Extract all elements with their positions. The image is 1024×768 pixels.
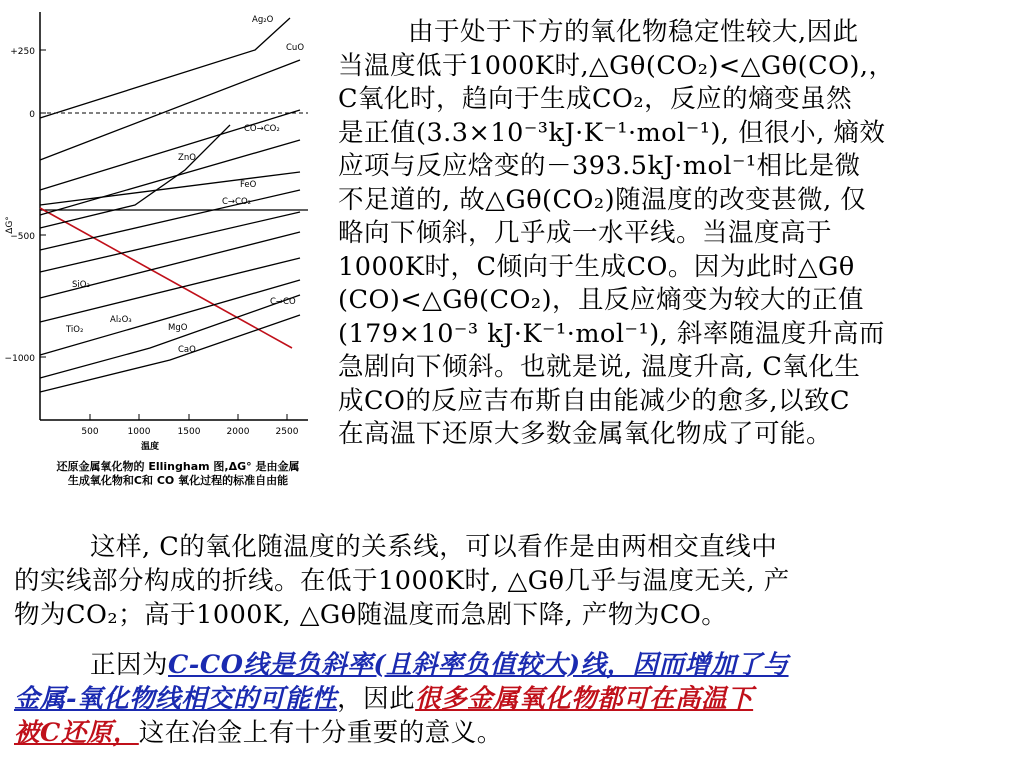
- cuo-line: [40, 60, 300, 160]
- text-line: (179×10⁻³ kJ·K⁻¹·mol⁻¹), 斜率随温度升高而: [338, 318, 885, 349]
- ag2o-line: [40, 18, 290, 118]
- text-line: 由于处于下方的氧化物稳定性较大,因此: [408, 17, 859, 47]
- text-line: 略向下倾斜，几乎成一水平线。当温度高于: [338, 218, 833, 248]
- text-line: C氧化时，趋向于生成CO₂，反应的熵变虽然: [338, 84, 853, 114]
- text-line: 不足道的, 故△Gθ(CO₂)随温度的改变甚微, 仅: [338, 184, 867, 215]
- text-line: 当温度低于1000K时,△Gθ(CO₂)<△Gθ(CO),，: [338, 50, 895, 81]
- line-label: CaO: [178, 345, 196, 355]
- x-tick-label: 2000: [226, 427, 250, 437]
- line-label: FeO: [240, 180, 257, 190]
- explanation-text: [338, 16, 1020, 452]
- text-line: 这样, C的氧化随温度的关系线，可以看作是由两相交直线中: [90, 532, 778, 562]
- al2o3-line: [40, 280, 300, 355]
- line-label: C→CO₂: [222, 197, 252, 207]
- line-label: C→CO: [270, 297, 296, 307]
- text-line: 应项与反应焓变的－393.5kJ·mol⁻¹相比是微: [338, 151, 861, 181]
- text-line: 在高温下还原大多数金属氧化物成了可能。: [338, 419, 833, 449]
- y-tick-label: −500: [10, 232, 35, 242]
- line-label: TiO₂: [66, 325, 84, 335]
- y-tick-label: 0: [29, 110, 35, 120]
- cr-oxide-line: [40, 190, 300, 250]
- text-line: 1000K时，C倾向于生成CO。因为此时△Gθ: [338, 251, 855, 282]
- para2-prefix: 正因为: [90, 650, 169, 680]
- x-tick-label: 1500: [177, 427, 201, 437]
- line-label: CuO: [286, 43, 305, 53]
- paragraph-1: [14, 530, 1020, 632]
- text-line: 的实线部分构成的折线。在低于1000K时, △Gθ几乎与温度无关, 产: [14, 566, 790, 596]
- x-tick-label: 2500: [275, 427, 299, 437]
- para2-suffix: 这在冶金上有十分重要的意义。: [138, 718, 503, 748]
- blue-highlight: C-CO线是负斜率(且斜率负值较大)线，因而增加了与: [168, 650, 789, 680]
- line-label: ZnO: [178, 153, 196, 163]
- chart-caption: [28, 460, 328, 488]
- text-line: (CO)<△Gθ(CO₂)，且反应熵变为较大的正值: [338, 285, 865, 315]
- text-line: 是正值(3.3×10⁻³kJ·K⁻¹·mol⁻¹), 但很小, 熵效: [338, 117, 886, 148]
- ellingham-diagram: [0, 0, 330, 500]
- mgo-line: [40, 295, 300, 378]
- line-label: MgO: [168, 323, 188, 333]
- line-label: CO→CO₂: [244, 124, 280, 134]
- text-line: 急剧向下倾斜。也就是说, 温度升高, C氧化生: [338, 352, 861, 382]
- caption-line: 生成氧化物和C和 CO 氧化过程的标准自由能: [67, 474, 289, 487]
- text-line: 成CO的反应吉布斯自由能减少的愈多,以致C: [338, 385, 851, 416]
- y-tick-label: +250: [10, 47, 35, 57]
- y-axis-label: ΔG°: [5, 216, 15, 234]
- x-axis-label: 温度: [140, 442, 160, 452]
- red-highlight: 被C还原，: [14, 718, 139, 748]
- text-line: 物为CO₂；高于1000K, △Gθ随温度而急剧下降, 产物为CO。: [14, 600, 728, 630]
- paragraph-2: [14, 648, 1020, 750]
- line-label: Al₂O₃: [110, 315, 132, 325]
- line-label: SiO₂: [72, 280, 90, 290]
- tio2-line: [40, 258, 300, 322]
- line-label: Ag₂O: [252, 15, 274, 25]
- x-tick-label: 1000: [127, 427, 151, 437]
- y-tick-label: −1000: [4, 354, 35, 364]
- x-tick-label: 500: [81, 427, 99, 437]
- caption-line: 还原金属氧化物的 Ellingham 图,ΔG° 是由金属: [56, 460, 300, 473]
- para2-mid: ，因此: [337, 684, 416, 714]
- red-highlight: 很多金属氧化物都可在高温下: [415, 684, 754, 714]
- blue-highlight: 金属-氧化物线相交的可能性: [14, 684, 338, 714]
